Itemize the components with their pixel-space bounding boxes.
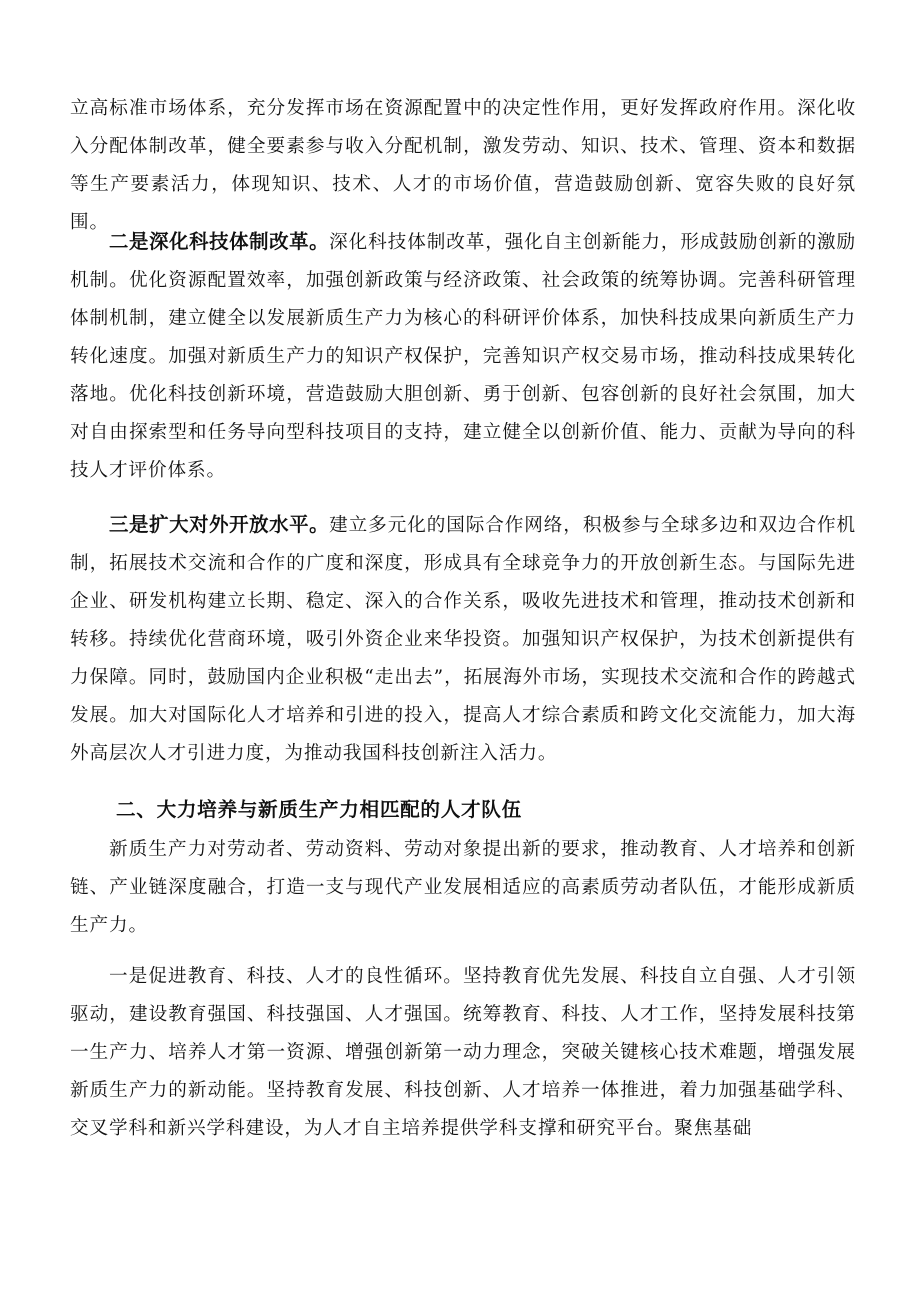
paragraph-tech-reform: [70, 223, 856, 490]
paragraph-lead-heading: 三是扩大对外开放水平。: [109, 513, 330, 536]
paragraph-market-system: [70, 90, 856, 242]
paragraph-text: 一是促进教育、科技、人才的良性循环。坚持教育优先发展、科技自立自强、人才引领驱动，建设教育强国、科技强国、人才强国。统筹教育、科技、人才工作，坚持发展科技第一生产力、培养人才第一资源、增强创新第一动力理念，突破关键核心技术难题，增强发展新质生产力的新动能。坚持教育发展、科技创新、人才培养一体推进，着力加强基础学科、交叉学科和新兴学科建设，为人才自主培养提供学科支撑和研究平台。聚焦基础: [70, 966, 856, 1139]
paragraph-opening-up: [70, 506, 856, 773]
paragraph-lead-heading: 二是深化科技体制改革。: [109, 230, 330, 253]
paragraph-education-cycle: [70, 958, 856, 1148]
paragraph-text: 立高标准市场体系，充分发挥市场在资源配置中的决定性作用，更好发挥政府作用。深化收入分配体制改革，健全要素参与收入分配机制，激发劳动、知识、技术、管理、资本和数据等生产要素活力，体现知识、技术、人才的市场价值，营造鼓励创新、宽容失败的良好氛围。: [70, 98, 856, 233]
paragraph-text: 深化科技体制改革，强化自主创新能力，形成鼓励创新的激励机制。优化资源配置效率，加强创新政策与经济政策、社会政策的统筹协调。完善科研管理体制机制，建立健全以发展新质生产力为核心的科研评价体系，加快科技成果向新质生产力转化速度。加强对新质生产力的知识产权保护，完善知识产权交易市场，推动科技成果转化落地。优化科技创新环境，营造鼓励大胆创新、勇于创新、包容创新的良好社会氛围，加大对自由探索型和任务导向型科技项目的支持，建立健全以创新价值、能力、贡献为导向的科技人才评价体系。: [70, 232, 856, 481]
paragraph-new-productivity: [70, 831, 856, 945]
paragraph-text: 建立多元化的国际合作网络，积极参与全球多边和双边合作机制，拓展技术交流和合作的广度和深度，形成具有全球竞争力的开放创新生态。与国际先进企业、研发机构建立长期、稳定、深入的合作关系，吸收先进技术和管理，推动技术创新和转移。持续优化营商环境，吸引外资企业来华投资。加强知识产权保护，为技术创新提供有力保障。同时，鼓励国内企业积极“走出去”，拓展海外市场，实现技术交流和合作的跨越式发展。加大对国际化人才培养和引进的投入，提高人才综合素质和跨文化交流能力，加大海外高层次人才引进力度，为推动我国科技创新注入活力。: [70, 515, 856, 764]
section-heading: 二、大力培养与新质生产力相匹配的人才队伍: [116, 798, 522, 821]
paragraph-text: 新质生产力对劳动者、劳动资料、劳动对象提出新的要求，推动教育、人才培养和创新链、产业链深度融合，打造一支与现代产业发展相适应的高素质劳动者队伍，才能形成新质生产力。: [70, 839, 856, 936]
